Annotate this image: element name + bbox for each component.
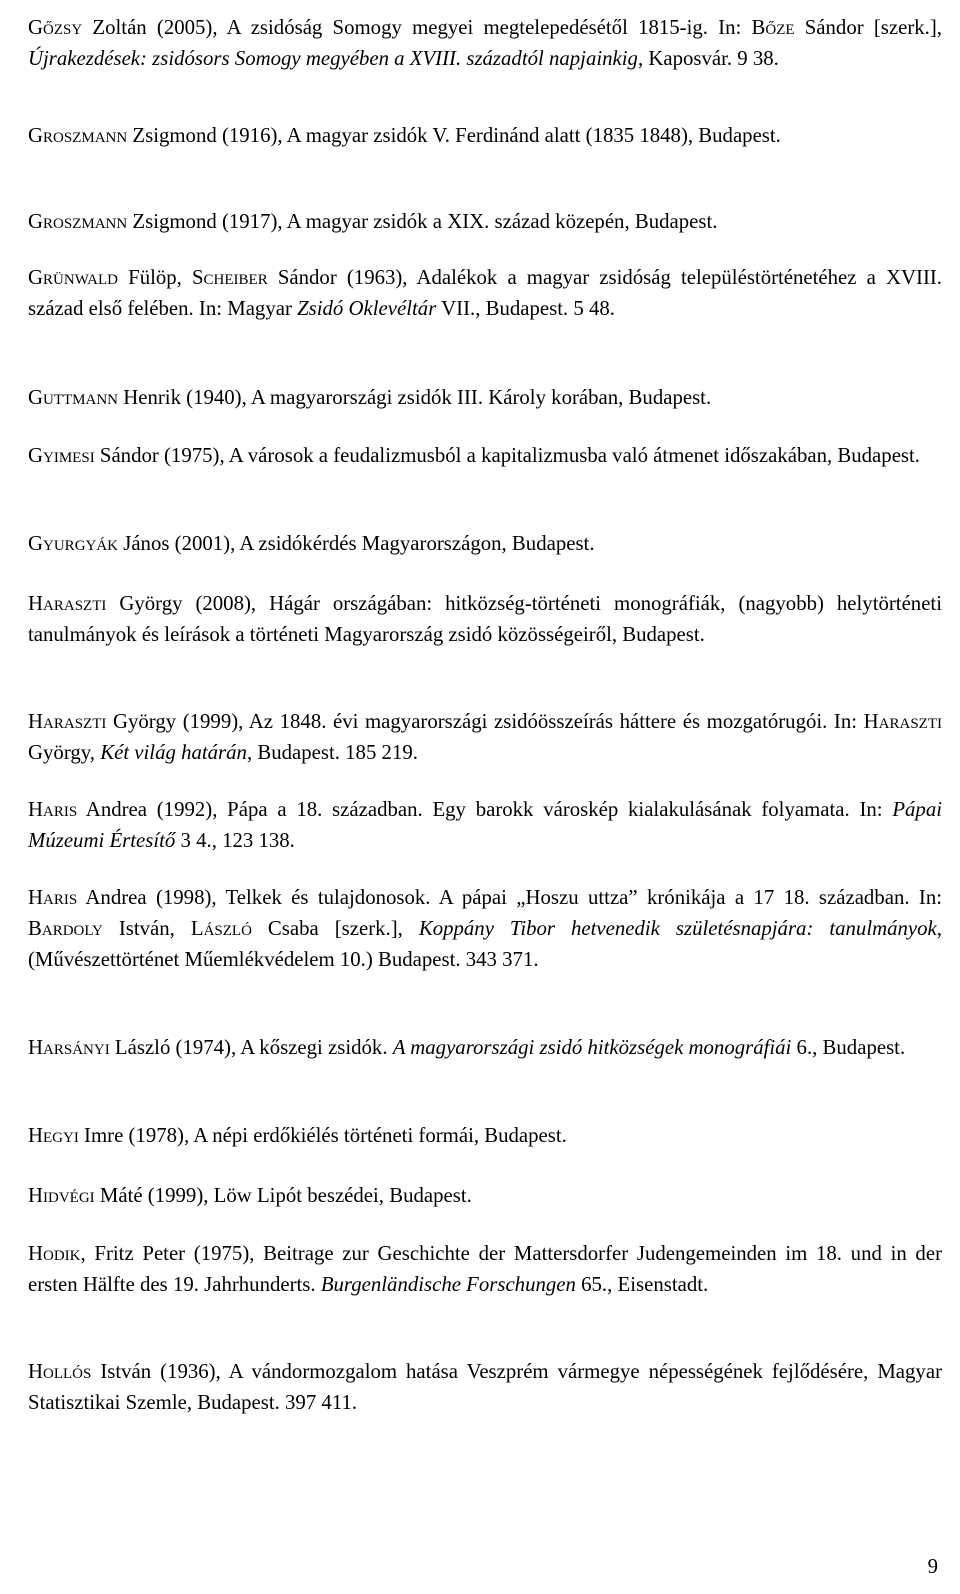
editor-surname: Bardoly xyxy=(28,917,103,940)
author-surname: Grünwald xyxy=(28,266,119,289)
bib-entry-haris-1992: Haris Andrea (1992), Pápa a 18. században. Egy barokk városkép kialakulásának folyamata. In: Pápai Múzeumi Értesítő 3 4., 123 138. xyxy=(28,798,942,852)
author-surname: Hollós xyxy=(28,1360,92,1383)
author-surname: Gyimesi xyxy=(28,444,95,467)
journal-title: Pápai Múzeumi Értesítő xyxy=(28,798,942,852)
bib-entry-haris-1998: Haris Andrea (1998), Telkek és tulajdonosok. A pápai „Hoszu uttza” krónikája a 17 18. században. In: Bardoly István, László Csaba [szerk.], Koppány Tibor hetvenedik születésnapjára: tanulmányok, (Művészettörténet Műemlékvédelem 10.) Budapest. 343 371. xyxy=(28,886,942,971)
author-surname: Hidvégi xyxy=(28,1184,95,1207)
author-surname: Hodik xyxy=(28,1242,81,1265)
author-surname: Groszmann xyxy=(28,210,128,233)
author-surname: Harsányi xyxy=(28,1036,110,1059)
bib-entry-hidvegi-1999: Hidvégi Máté (1999), Löw Lipót beszédei, Budapest. xyxy=(28,1184,472,1207)
author-surname: Haraszti xyxy=(28,592,107,615)
author-surname: Gyurgyák xyxy=(28,532,119,555)
author-surname: Hegyi xyxy=(28,1124,79,1147)
bib-entry-haraszti-1999: Haraszti György (1999), Az 1848. évi magyarországi zsidóösszeírás háttere és mozgatórugói. In: Haraszti György, Két világ határán, Budapest. 185 219. xyxy=(28,710,942,764)
author-surname: Guttmann xyxy=(28,386,119,409)
bib-entry-gyimesi-1975: Gyimesi Sándor (1975), A városok a feudalizmusból a kapitalizmusba való átmenet időszakában, Budapest. xyxy=(28,444,920,467)
bib-entry-gyurgyak-2001: Gyurgyák János (2001), A zsidókérdés Magyarországon, Budapest. xyxy=(28,532,595,555)
bib-entry-guttmann-1940: Guttmann Henrik (1940), A magyarországi zsidók III. Károly korában, Budapest. xyxy=(28,386,712,409)
bib-entry-groszmann-1916: Groszmann Zsigmond (1916), A magyar zsidók V. Ferdinánd alatt (1835 1848), Budapest. xyxy=(28,124,781,147)
bib-entry-hollos-1936: Hollós István (1936), A vándormozgalom hatása Veszprém vármegye népességének fejlődésére, Magyar Statisztikai Szemle, Budapest. 397 411. xyxy=(28,1360,942,1414)
bib-entry-gozsy-2005: Gőzsy Zoltán (2005), A zsidóság Somogy megyei megtelepedésétől 1815-ig. In: Bőze Sándor [szerk.], Újrakezdések: zsidósors Somogy megyében a XVIII. századtól napjainkig, Kaposvár. 9 38. xyxy=(28,16,942,70)
page-number: 9 xyxy=(927,1555,938,1578)
book-title: Újrakezdések: zsidósors Somogy megyében a XVIII. századtól napjainkig xyxy=(28,47,638,70)
bib-entry-groszmann-1917: Groszmann Zsigmond (1917), A magyar zsidók a XIX. század közepén, Budapest. xyxy=(28,210,718,233)
editor-surname: Haraszti xyxy=(863,710,942,733)
bib-entry-haraszti-2008: Haraszti György (2008), Hágár országában: hitközség-történeti monográfiák, (nagyobb) helytörténeti tanulmányok és leírások a történeti Magyarország zsidó közösségeiről, Budapest. xyxy=(28,592,942,646)
book-title: Koppány Tibor hetvenedik születésnapjára: tanulmányok xyxy=(418,917,937,940)
coauthor-surname: Scheiber xyxy=(191,266,268,289)
bib-entry-harsanyi-1974: Harsányi László (1974), A kőszegi zsidók. A magyarországi zsidó hitközségek monográfiái 6., Budapest. xyxy=(28,1036,906,1059)
bib-entry-grunwald-1963: Grünwald Fülöp, Scheiber Sándor (1963), Adalékok a magyar zsidóság településtörténetéhez a XVIII. század első felében. In: Magyar Zsidó Oklevéltár VII., Budapest. 5 48. xyxy=(28,266,942,320)
editor-surname: László xyxy=(190,917,252,940)
editor-surname: Bőze xyxy=(751,16,795,39)
author-surname: Haris xyxy=(28,886,78,909)
author-surname: Gőzsy xyxy=(28,16,83,39)
author-surname: Haris xyxy=(28,798,78,821)
bib-entry-hegyi-1978: Hegyi Imre (1978), A népi erdőkiélés történeti formái, Budapest. xyxy=(28,1124,567,1147)
bib-entry-hodik-1975: Hodik, Fritz Peter (1975), Beitrage zur Geschichte der Mattersdorfer Judengemeinden im 18. und in der ersten Hälfte des 19. Jahrhunderts. Burgenländische Forschungen 65., Eisenstadt. xyxy=(28,1242,942,1296)
series-title: A magyarországi zsidó hitközségek monográfiái xyxy=(392,1036,792,1059)
book-title: Két világ határán xyxy=(100,741,247,764)
series-title: Burgenländische Forschungen xyxy=(320,1273,576,1296)
author-surname: Haraszti xyxy=(28,710,107,733)
author-surname: Groszmann xyxy=(28,124,128,147)
series-title: Zsidó Oklevéltár xyxy=(297,297,437,320)
